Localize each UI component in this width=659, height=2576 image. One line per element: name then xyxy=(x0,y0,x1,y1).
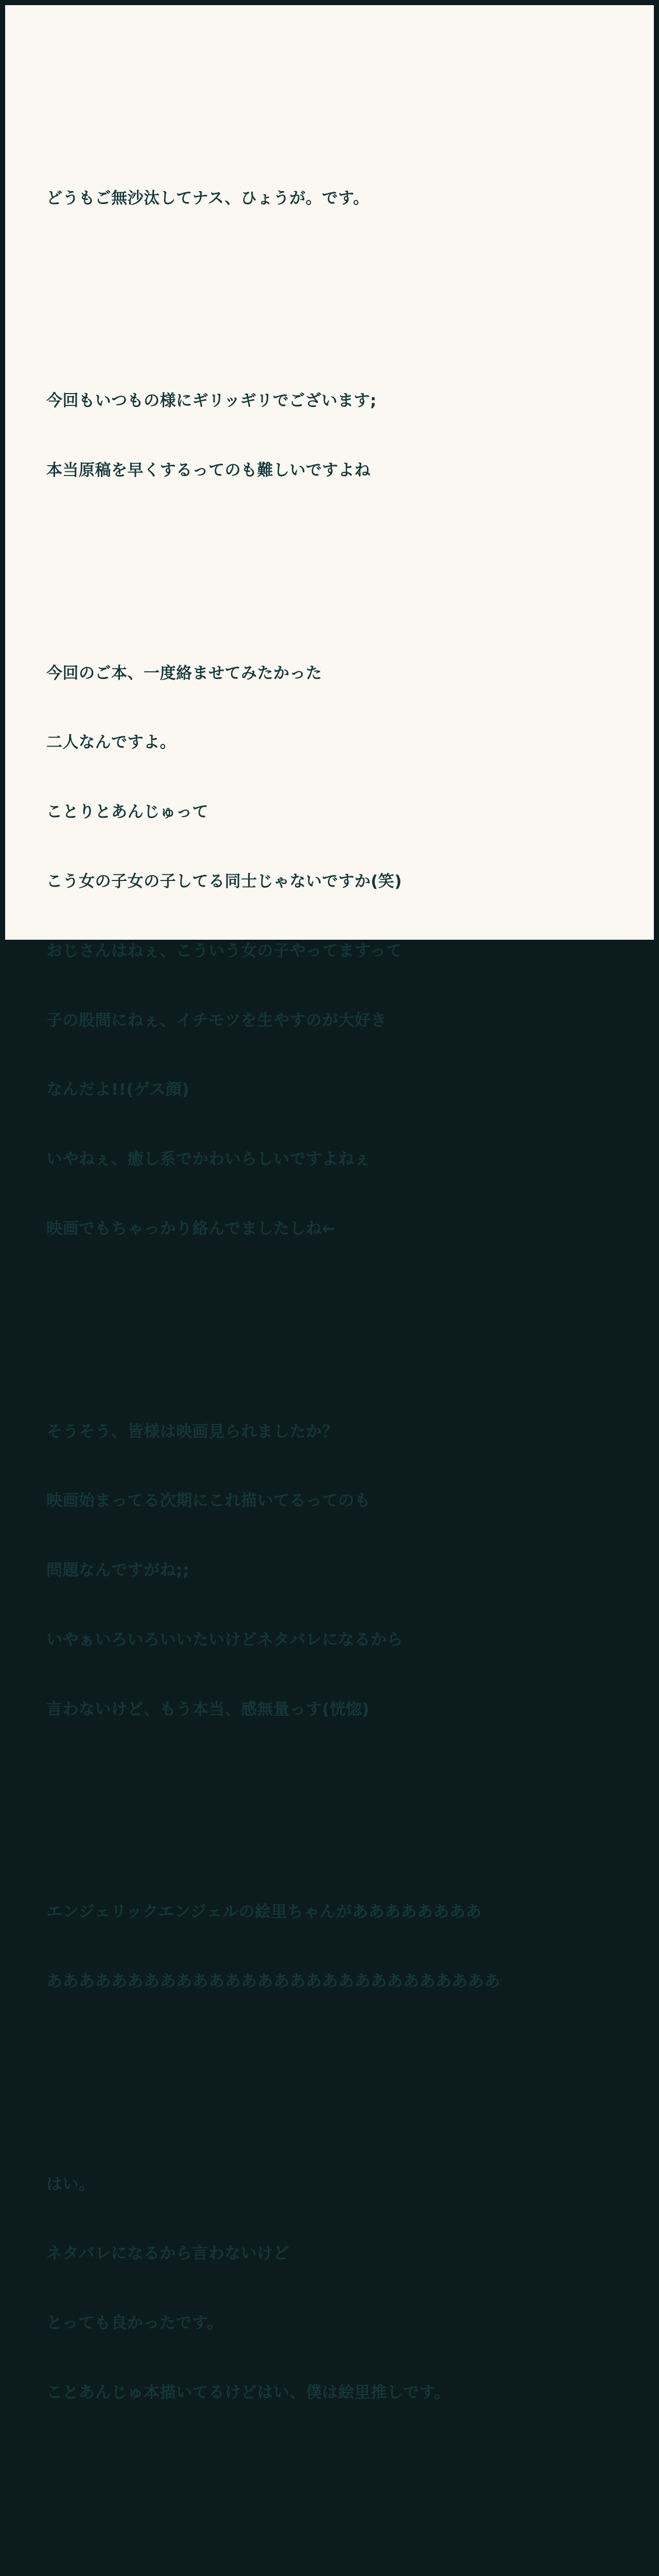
text-line: なんだよ!!(ゲス顔) xyxy=(46,1080,189,1099)
text-line: 今回もいつもの様にギリッギリでございます; xyxy=(46,392,377,411)
text-line: そうそう、皆様は映画見られましたか？ xyxy=(46,1422,338,1441)
text-line: 映画始まってる次期にこれ描いてるってのも xyxy=(46,1492,371,1511)
text-line: 二人なんですよ。 xyxy=(46,733,176,752)
paragraph-greeting xyxy=(46,141,623,257)
text-line: とっても良かったです。 xyxy=(46,2314,223,2333)
text-line: 映画でもちゃっかり絡んでましたしね← xyxy=(46,1219,336,1238)
text-line: 今回のご本、一度絡ませてみたかった xyxy=(46,664,322,683)
text-line: どうもご無沙汰してナス、ひょうが。です。 xyxy=(46,189,370,208)
text-line: ネタバレになるから言わないけど xyxy=(46,2244,290,2263)
text-line: 言わないけど、もう本当、感無量っす(恍惚) xyxy=(46,1700,370,1719)
text-line: はい。 xyxy=(46,2175,95,2194)
afterword-page xyxy=(5,5,654,2402)
paragraph-pairing-comment xyxy=(46,616,623,1287)
text-line: 問題なんですがね;; xyxy=(46,1561,189,1580)
text-line: ああああああああああああああああああああああああああああ xyxy=(46,1972,500,1991)
text-line: エンジェリックエンジェルの絵里ちゃんがああああああああ xyxy=(46,1903,482,1922)
paragraph-closing-comment xyxy=(46,2127,623,2451)
text-line: いやぁいろいろいいたいけどネタバレになるから xyxy=(46,1630,403,1649)
text-line: 本当原稿を早くするってのも難しいですよね xyxy=(46,461,371,480)
text-line: こう女の子女の子してる同士じゃないですか(笑) xyxy=(46,872,402,891)
paragraph-deadline-comment xyxy=(46,343,623,529)
text-line: ことあんじゅ本描いてるけどはい、僕は絵里推しです。 xyxy=(46,2383,451,2402)
text-line: いやねぇ、癒し系でかわいらしいですよねぇ xyxy=(46,1150,371,1169)
paragraph-sign-off xyxy=(46,2538,623,2576)
text-line: 子の股間にねぇ、イチモツを生やすのが大好き xyxy=(46,1011,387,1030)
text-line: おじさんはねぇ、こういう女の子やってますって xyxy=(46,941,403,960)
afterword-text-block xyxy=(46,71,623,2576)
text-line: ことりとあんじゅって xyxy=(46,803,209,822)
paragraph-movie-comment xyxy=(46,1374,623,1768)
paragraph-eli-scream xyxy=(46,1854,623,2040)
